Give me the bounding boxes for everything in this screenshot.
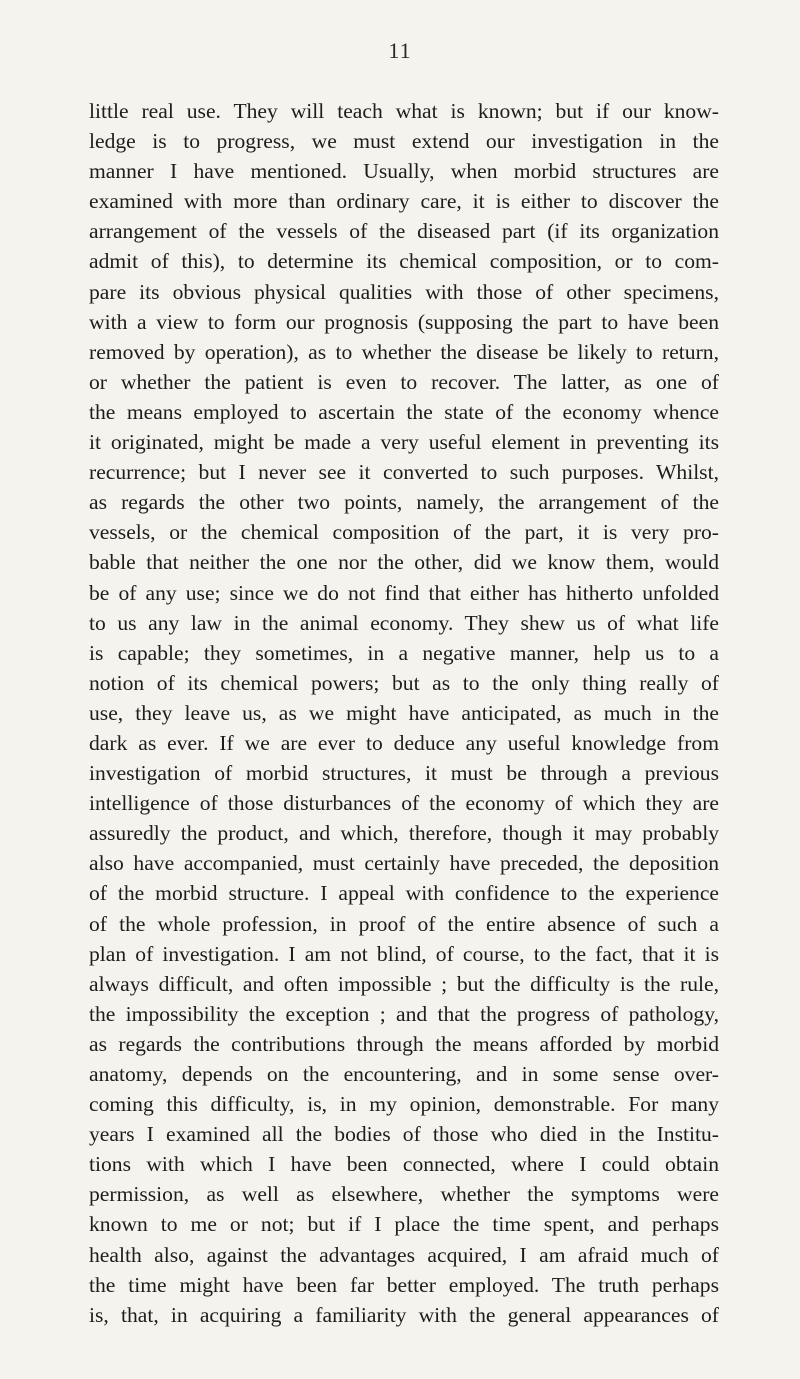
text-line: dark as ever. If we are ever to deduce any useful knowledge from: [89, 730, 719, 755]
text-line: to us any law in the animal economy. They shew us of what life: [89, 610, 719, 635]
text-line: recurrence; but I never see it converted to such purposes. Whilst,: [89, 460, 719, 485]
text-line: vessels, or the chemical composition of the part, it is very pro-: [89, 520, 719, 545]
text-line: known to me or not; but if I place the time spent, and perhaps: [89, 1212, 719, 1237]
text-line: little real use. They will teach what is known; but if our know-: [89, 99, 719, 123]
text-line: the impossibility the exception ; and that the progress of pathology,: [89, 1001, 719, 1026]
text-line: is capable; they sometimes, in a negative manner, help us to a: [89, 640, 719, 665]
text-line: health also, against the advantages acquired, I am afraid much of: [89, 1242, 719, 1267]
text-line: bable that neither the one nor the other, did we know them, would: [89, 550, 719, 575]
text-line: of the whole profession, in proof of the entire absence of such a: [89, 911, 719, 936]
text-line: intelligence of those disturbances of the economy of which they are: [89, 791, 719, 816]
body-text: [89, 96, 719, 1330]
text-line: removed by operation), as to whether the disease be likely to return,: [89, 339, 719, 364]
text-line: tions with which I have been connected, where I could obtain: [89, 1152, 719, 1177]
text-line: it originated, might be made a very useful element in preventing its: [89, 430, 719, 455]
text-line: notion of its chemical powers; but as to the only thing really of: [89, 670, 719, 695]
text-line: the time might have been far better employed. The truth perhaps: [89, 1272, 719, 1297]
text-line: use, they leave us, as we might have anticipated, as much in the: [89, 700, 719, 725]
text-line: with a view to form our prognosis (supposing the part to have been: [89, 309, 719, 334]
text-line: years I examined all the bodies of those who died in the Institu-: [89, 1122, 719, 1147]
text-line: as regards the contributions through the means afforded by morbid: [89, 1031, 719, 1056]
text-line: always difficult, and often impossible ; but the difficulty is the rule,: [89, 971, 719, 996]
text-line: admit of this), to determine its chemical composition, or to com-: [89, 249, 719, 274]
text-line: examined with more than ordinary care, it is either to discover the: [89, 189, 719, 214]
text-line: anatomy, depends on the encountering, and in some sense over-: [89, 1062, 719, 1086]
text-line: plan of investigation. I am not blind, of course, to the fact, that it is: [89, 941, 719, 966]
text-line: coming this difficulty, is, in my opinion, demonstrable. For many: [89, 1092, 719, 1117]
text-line: or whether the patient is even to recover. The latter, as one of: [89, 369, 719, 394]
text-line: pare its obvious physical qualities with those of other specimens,: [89, 279, 719, 304]
text-line: of the morbid structure. I appeal with confidence to the experience: [89, 881, 719, 906]
text-line: investigation of morbid structures, it must be through a previous: [89, 761, 719, 786]
text-line: is, that, in acquiring a familiarity with the general appearances of: [89, 1302, 719, 1327]
text-line: arrangement of the vessels of the diseased part (if its organization: [89, 219, 719, 244]
text-line: manner I have mentioned. Usually, when morbid structures are: [89, 159, 719, 184]
text-line: as regards the other two points, namely, the arrangement of the: [89, 490, 719, 515]
text-line: assuredly the product, and which, therefore, though it may probably: [89, 821, 719, 846]
text-line: the means employed to ascertain the state of the economy whence: [89, 399, 719, 424]
text-line: be of any use; since we do not find that either has hitherto unfolded: [89, 580, 719, 605]
text-line: permission, as well as elsewhere, whether the symptoms were: [89, 1182, 719, 1207]
text-line: also have accompanied, must certainly have preceded, the deposition: [89, 851, 719, 876]
page-number: 11: [388, 38, 412, 63]
text-line: ledge is to progress, we must extend our investigation in the: [89, 129, 719, 154]
